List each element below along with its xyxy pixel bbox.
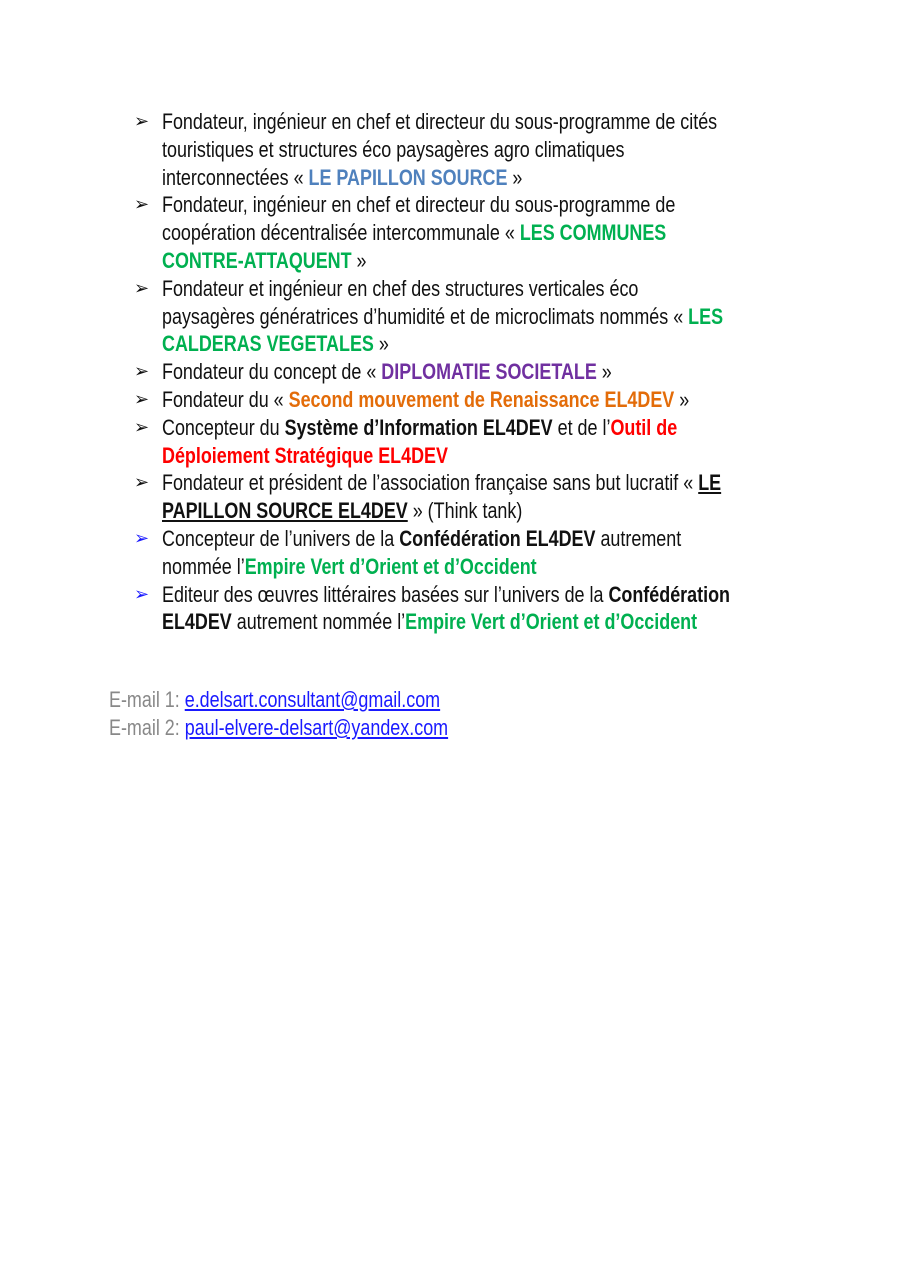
text-segment: » [507, 164, 523, 190]
text-segment: autrement nommée l’ [231, 609, 406, 635]
line-text [162, 108, 717, 136]
line-text [162, 303, 723, 331]
line-text [162, 164, 522, 192]
arrow-bullet-icon: ➢ [134, 361, 150, 382]
email-2-link[interactable]: paul-elvere-delsart@yandex.com [184, 715, 449, 740]
list-item-line [0, 553, 905, 581]
highlighted-text: Second mouvement de Renaissance EL4DEV [288, 386, 675, 412]
list-item-line [0, 525, 905, 553]
text-segment: autrement [595, 525, 682, 551]
line-text [162, 191, 675, 219]
text-segment: Fondateur du « [162, 386, 289, 412]
list-item-line [0, 386, 905, 414]
list-item-line [0, 219, 905, 247]
list-item-line [0, 303, 905, 331]
email-1-link[interactable]: e.delsart.consultant@gmail.com [184, 687, 441, 712]
line-text [162, 330, 389, 358]
list-item-line [0, 358, 905, 386]
line-text [162, 525, 681, 553]
arrow-bullet-icon: ➢ [134, 194, 150, 215]
list-item [0, 191, 905, 274]
arrow-bullet-icon: ➢ [134, 388, 150, 409]
line-text [162, 608, 697, 636]
text-segment: interconnectées « [162, 164, 309, 190]
list-item-line [0, 442, 905, 470]
line-text [162, 414, 677, 442]
list-item [0, 469, 905, 525]
list-item-line [0, 608, 905, 636]
text-segment: Fondateur, ingénieur en chef et directeur du sous-programme de [162, 192, 676, 218]
arrow-bullet-icon: ➢ [134, 472, 150, 493]
list-item [0, 581, 905, 637]
email-1-label: E-mail 1: [109, 687, 185, 712]
list-item-line [0, 275, 905, 303]
line-text [162, 358, 612, 386]
highlighted-text: Empire Vert d’Orient et d’Occident [405, 609, 698, 635]
arrow-bullet-icon: ➢ [134, 277, 150, 298]
line-text [162, 275, 638, 303]
list-item [0, 108, 905, 191]
text-segment: Fondateur, ingénieur en chef et directeur du sous-programme de cités [162, 109, 718, 134]
arrow-bullet-icon: ➢ [134, 111, 150, 131]
line-text [162, 469, 721, 497]
highlighted-text: EL4DEV [162, 609, 232, 635]
list-item-line [0, 164, 905, 192]
list-item-line [0, 247, 905, 275]
list-item [0, 525, 905, 581]
list-item-line [0, 191, 905, 219]
list-item [0, 358, 905, 386]
line-text [162, 581, 730, 609]
highlighted-text: LES [688, 303, 724, 329]
text-segment: » (Think tank) [407, 498, 523, 524]
text-segment: coopération décentralisée intercommunale « [162, 220, 520, 246]
highlighted-text: LES COMMUNES [519, 220, 667, 246]
highlighted-text: Outil de [610, 414, 678, 440]
text-segment: Fondateur et président de l’association française sans but lucratif « [162, 470, 699, 496]
list-item-line [0, 136, 905, 164]
arrow-bullet-icon: ➢ [134, 416, 150, 437]
text-segment: nommée l’ [162, 553, 245, 579]
email-1-row [109, 686, 440, 714]
email-2-label: E-mail 2: [109, 715, 185, 740]
text-segment: Editeur des œuvres littéraires basées sur l’univers de la [162, 581, 609, 607]
achievements-list [0, 108, 905, 636]
email-2-row [109, 714, 448, 742]
list-item [0, 414, 905, 470]
highlighted-text: CONTRE-ATTAQUENT [162, 247, 352, 273]
arrow-bullet-icon: ➢ [134, 527, 150, 548]
highlighted-text: Empire Vert d’Orient et d’Occident [244, 553, 537, 579]
arrow-bullet-icon: ➢ [134, 583, 150, 604]
highlighted-text: Confédération EL4DEV [399, 525, 596, 551]
text-segment: Fondateur du concept de « [162, 359, 382, 385]
highlighted-text: PAPILLON SOURCE EL4DEV [162, 498, 408, 524]
text-segment: » [351, 247, 367, 273]
text-segment: paysagères génératrices d’humidité et de microclimats nommés « [162, 303, 689, 329]
highlighted-text: DIPLOMATIE SOCIETALE [381, 359, 597, 385]
list-item-line [0, 469, 905, 497]
highlighted-text: CALDERAS VEGETALES [162, 331, 374, 357]
highlighted-text: Déploiement Stratégique EL4DEV [162, 442, 448, 468]
highlighted-text: LE PAPILLON SOURCE [308, 164, 508, 190]
line-text [162, 247, 367, 275]
text-segment: Fondateur et ingénieur en chef des structures verticales éco [162, 275, 639, 301]
list-item-line [0, 108, 905, 136]
highlighted-text: LE [698, 470, 722, 496]
line-text [162, 219, 666, 247]
line-text [162, 386, 689, 414]
list-item-line [0, 581, 905, 609]
text-segment: Concepteur du [162, 414, 285, 440]
text-segment: touristiques et structures éco paysagères agro climatiques [162, 136, 625, 162]
line-text [162, 136, 624, 164]
text-segment: et de l’ [552, 414, 611, 440]
list-item [0, 386, 905, 414]
line-text [162, 553, 537, 581]
list-item [0, 275, 905, 358]
line-text [162, 442, 448, 470]
line-text [162, 497, 522, 525]
text-segment: » [373, 331, 389, 357]
highlighted-text: Confédération [608, 581, 730, 607]
list-item-line [0, 330, 905, 358]
list-item-line [0, 414, 905, 442]
text-segment: Concepteur de l’univers de la [162, 525, 400, 551]
highlighted-text: Système d’Information EL4DEV [284, 414, 553, 440]
text-segment: » [674, 386, 690, 412]
text-segment: » [596, 359, 612, 385]
list-item-line [0, 497, 905, 525]
